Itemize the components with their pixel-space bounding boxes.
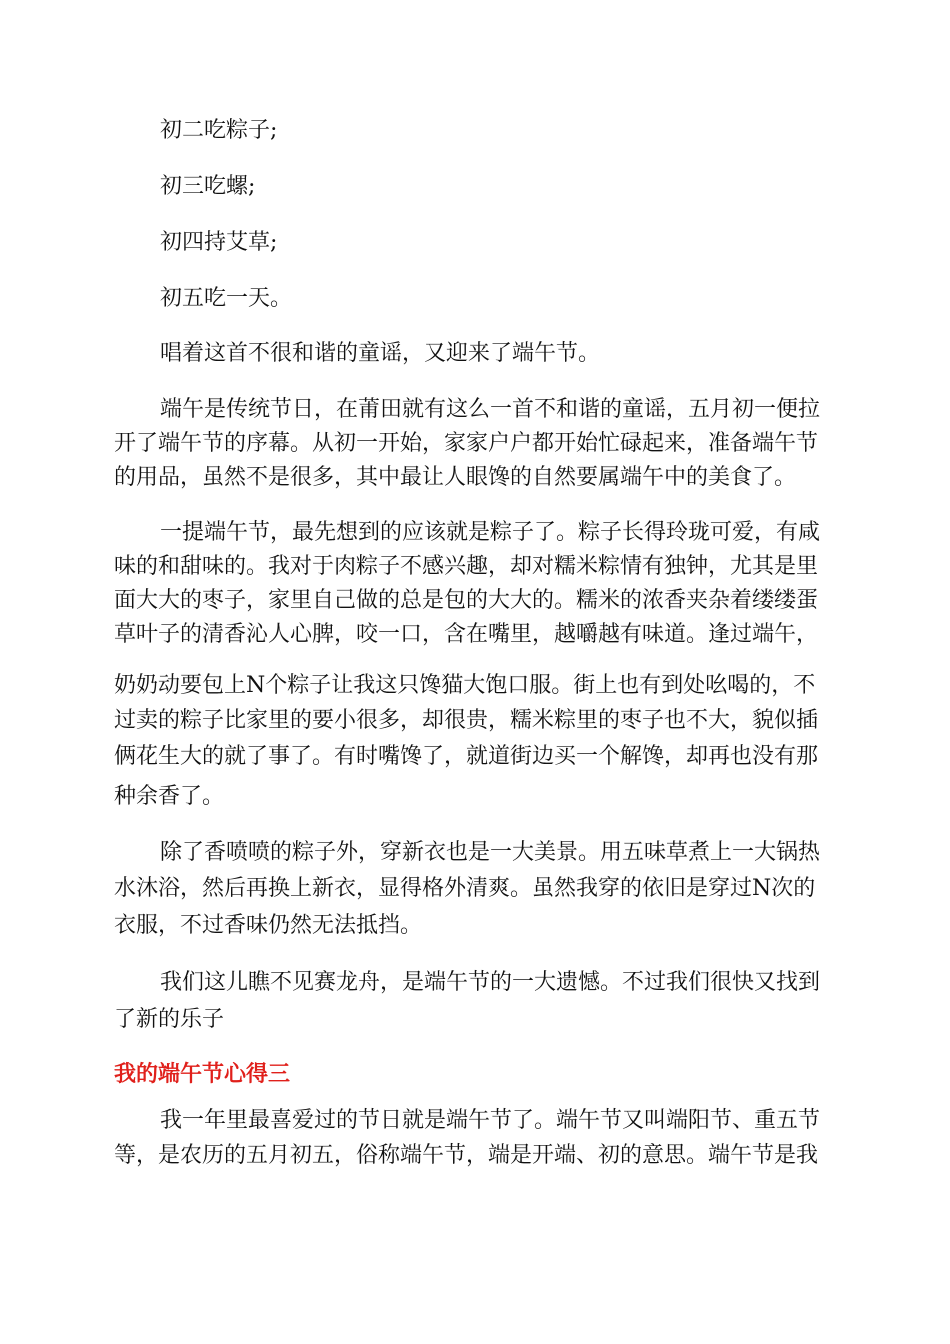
text-line: 端午是传统节日，在莆田就有这么一首不和谐的童谣，五月初一便拉 <box>160 397 821 422</box>
text-line: 味的和甜味的。我对于肉粽子不感兴趣，却对糯米粽情有独钟，尤其是里 <box>114 554 819 579</box>
text-line: 开了端午节的序幕。从初一开始，家家户户都开始忙碌起来，准备端午节 <box>114 431 819 456</box>
text-line: 奶奶动要包上N个粽子让我这只馋猫大饱口服。街上也有到处吆喝的，不 <box>114 673 816 698</box>
text-line: 等，是农历的五月初五，俗称端午节，端是开端、初的意思。端午节是我 <box>114 1143 819 1168</box>
text-line: 我一年里最喜爱过的节日就是端午节了。端午节又叫端阳节、重五节 <box>160 1108 821 1133</box>
text-line: 我们这儿瞧不见赛龙舟，是端午节的一大遗憾。不过我们很快又找到 <box>160 970 821 995</box>
text-line: 过卖的粽子比家里的要小很多，却很贵，糯米粽里的枣子也不大，貌似插 <box>114 708 819 733</box>
text-line: 除了香喷喷的粽子外，穿新衣也是一大美景。用五味草煮上一大锅热 <box>160 840 821 865</box>
text-line: 的用品，虽然不是很多，其中最让人眼馋的自然要属端午中的美食了。 <box>114 465 797 490</box>
text-line: 草叶子的清香沁人心脾，咬一口，含在嘴里，越嚼越有味道。逢过端午， <box>114 622 819 647</box>
text-line: 衣服，不过香味仍然无法抵挡。 <box>114 913 423 938</box>
text-line: 唱着这首不很和谐的童谣，又迎来了端午节。 <box>160 341 601 366</box>
text-line: 初五吃一天。 <box>160 286 293 311</box>
text-line: 俩花生大的就了事了。有时嘴馋了，就道街边买一个解馋，却再也没有那 <box>114 744 819 769</box>
text-line: 初三吃螺; <box>160 174 256 199</box>
text-line: 种余香了。 <box>114 784 225 809</box>
text-line: 了新的乐子 <box>114 1007 225 1032</box>
text-line: 初四持艾草; <box>160 230 278 255</box>
section-heading: 我的端午节心得三 <box>114 1062 291 1087</box>
text-line: 水沐浴，然后再换上新衣，显得格外清爽。虽然我穿的依旧是穿过N次的 <box>114 876 816 901</box>
text-line: 面大大的枣子，家里自己做的总是包的大大的。糯米的浓香夹杂着缕缕蛋 <box>114 588 819 613</box>
text-line: 初二吃粽子; <box>160 118 278 143</box>
text-line: 一提端午节，最先想到的应该就是粽子了。粽子长得玲珑可爱，有咸 <box>160 520 821 545</box>
